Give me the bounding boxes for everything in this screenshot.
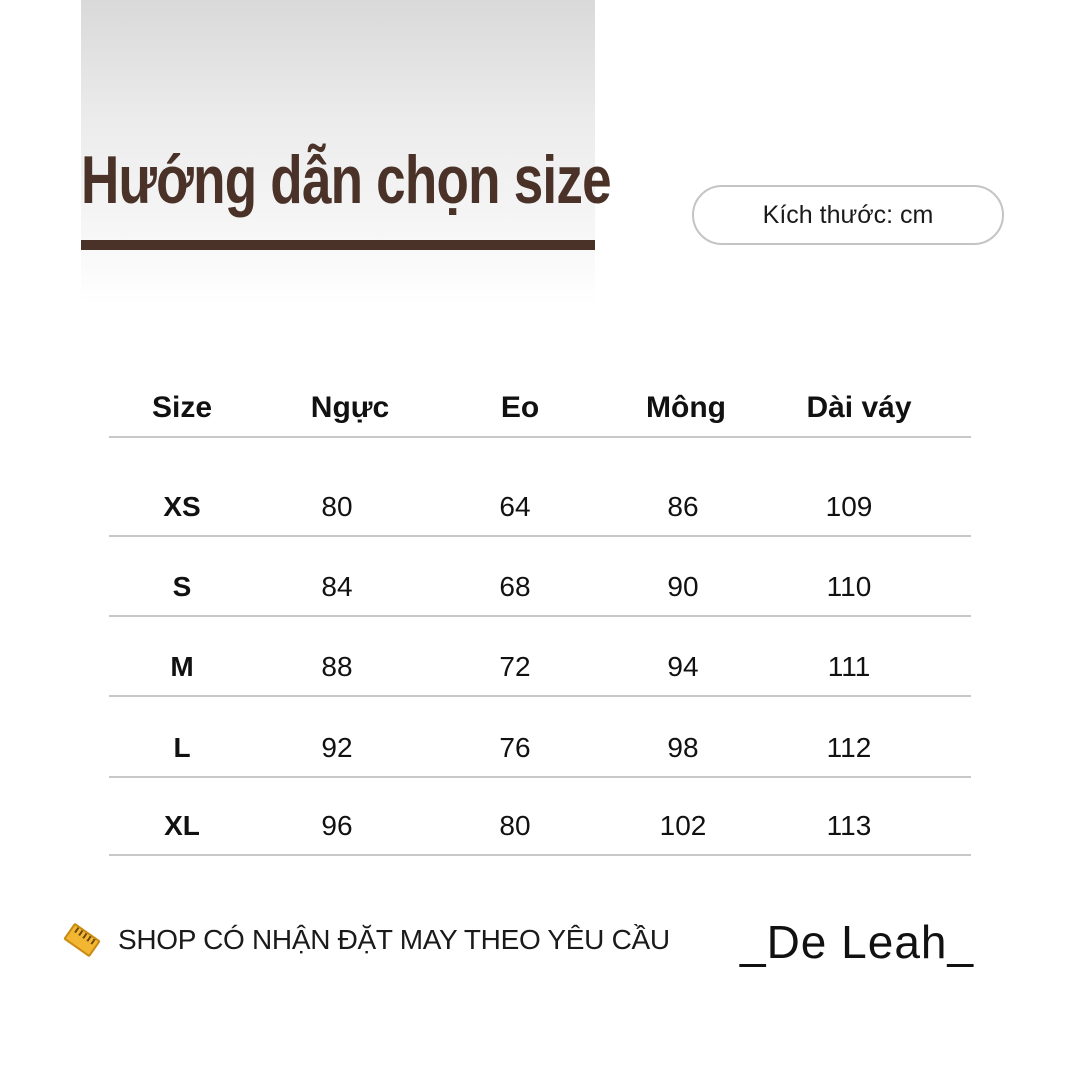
table-row (109, 617, 971, 697)
cell-hip: 102 (659, 810, 707, 841)
cell-waist: 68 (499, 571, 531, 602)
page-title: Hướng dẫn chọn size (81, 142, 611, 218)
unit-label: Kích thước: cm (762, 200, 934, 229)
table-row (109, 438, 971, 537)
cell-size: XS (163, 491, 201, 522)
header-chest: Ngực (310, 391, 390, 424)
size-table (109, 380, 971, 856)
title-underline (81, 240, 595, 250)
cell-hip: 90 (667, 571, 699, 602)
header-waist: Eo (500, 391, 540, 424)
table-row (109, 537, 971, 617)
cell-hip: 94 (667, 651, 699, 682)
table-row (109, 697, 971, 778)
cell-chest: 96 (321, 810, 353, 841)
table-row (109, 778, 971, 856)
cell-dress-length: 109 (825, 491, 873, 522)
header-hip: Mông (646, 391, 726, 424)
cell-dress-length: 112 (826, 732, 872, 763)
cell-waist: 64 (499, 491, 531, 522)
cell-hip: 98 (667, 732, 699, 763)
cell-dress-length: 113 (826, 810, 872, 841)
header-size: Size (151, 391, 213, 424)
cell-size: L (173, 732, 191, 763)
cell-dress-length: 110 (826, 571, 872, 602)
cell-chest: 80 (321, 491, 353, 522)
unit-badge (692, 185, 1004, 245)
cell-chest: 88 (321, 651, 353, 682)
ruler-icon (63, 923, 101, 958)
cell-hip: 86 (667, 491, 699, 522)
cell-dress-length: 111 (827, 651, 871, 682)
cell-chest: 92 (321, 732, 353, 763)
note-text: SHOP CÓ NHẬN ĐẶT MAY THEO YÊU CẦU (118, 924, 670, 955)
brand-name: _De Leah_ (740, 916, 975, 968)
cell-size: S (172, 571, 192, 602)
cell-waist: 72 (499, 651, 531, 682)
header-dress-length: Dài váy (806, 391, 912, 424)
cell-waist: 76 (499, 732, 531, 763)
cell-size: XL (164, 810, 200, 841)
cell-waist: 80 (499, 810, 531, 841)
table-header (109, 380, 971, 438)
custom-tailoring-note (66, 918, 670, 962)
cell-chest: 84 (321, 571, 353, 602)
cell-size: M (170, 651, 194, 682)
